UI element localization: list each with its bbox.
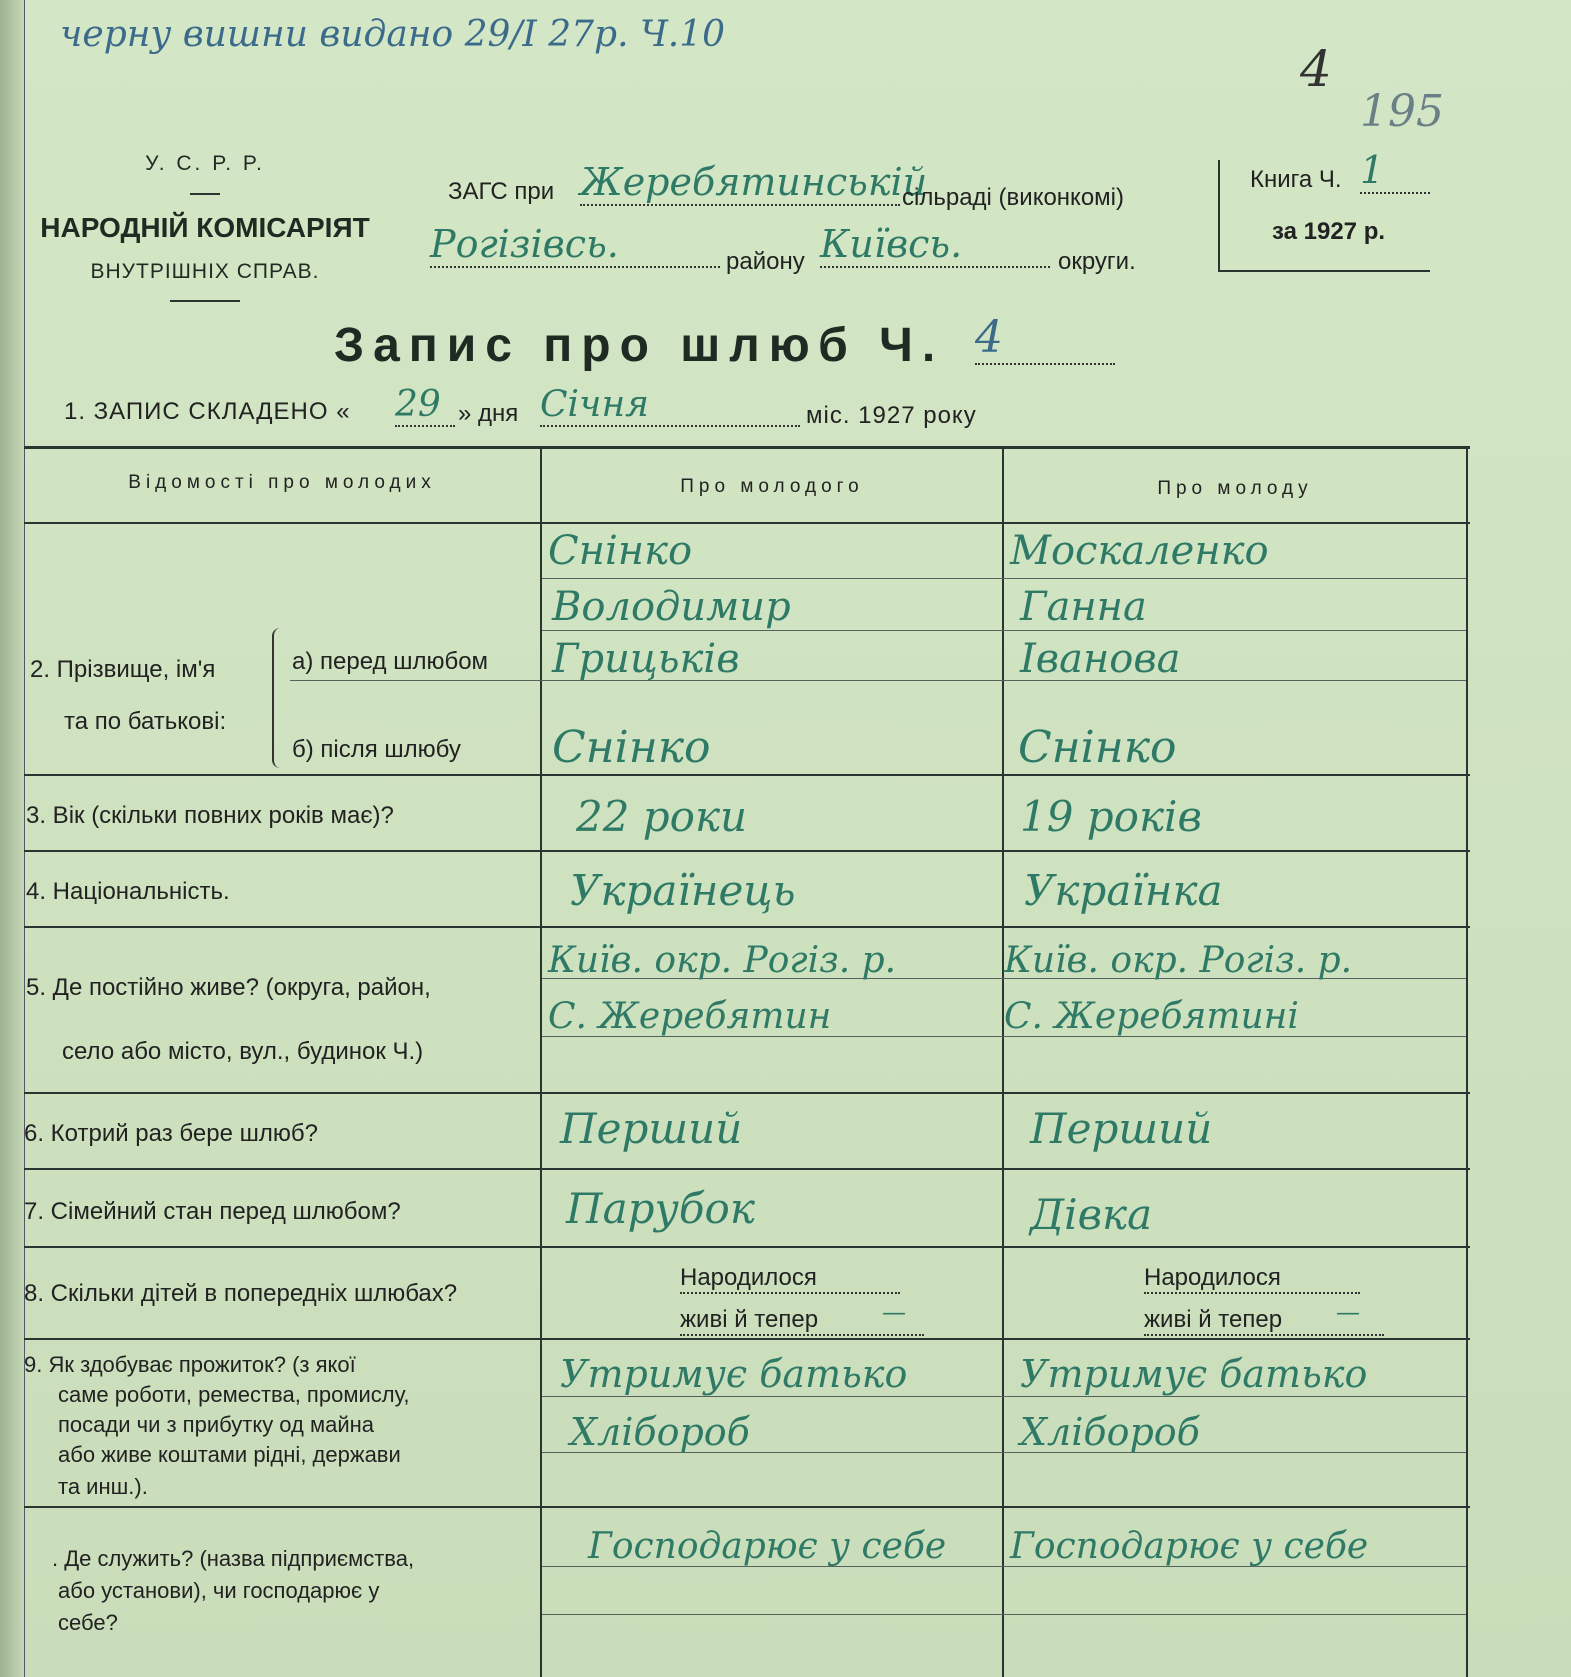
district-suffix: району bbox=[726, 248, 805, 275]
row9-label-line5: та инш.). bbox=[58, 1474, 148, 1499]
column-header-info: Відомості про молодих bbox=[128, 472, 436, 493]
bride-alive-label: живі й тепер bbox=[1144, 1306, 1384, 1336]
row-border bbox=[24, 1506, 1470, 1508]
bride-address-line2: С. Жеребятині bbox=[1004, 996, 1299, 1037]
row2-label-b: та по батькові: bbox=[64, 708, 227, 735]
book-label: Книга Ч. bbox=[1250, 166, 1342, 193]
bride-name: Ганна bbox=[1020, 584, 1147, 630]
bride-patronymic: Іванова bbox=[1020, 636, 1181, 682]
row2-brace bbox=[272, 628, 280, 768]
bride-address-line1: Київ. окр. Рогіз. р. bbox=[1004, 940, 1353, 981]
column-header-groom: Про молодого bbox=[680, 476, 864, 497]
corner-number: 195 bbox=[1360, 86, 1444, 137]
book-box-border bbox=[1218, 270, 1430, 272]
bride-surname: Москаленко bbox=[1010, 528, 1269, 574]
record-number: 4 bbox=[975, 312, 1115, 365]
row10-label-line3: себе? bbox=[58, 1610, 118, 1635]
row-line bbox=[290, 680, 1466, 681]
divider bbox=[190, 193, 220, 195]
row4-label: 4. Національність. bbox=[26, 878, 230, 905]
zags-prefix: ЗАГС при bbox=[448, 178, 555, 205]
bride-living-line2: Хлібороб bbox=[1020, 1410, 1200, 1454]
row9-label-line2: саме роботи, ремества, промислу, bbox=[58, 1382, 410, 1407]
row-line bbox=[542, 578, 1466, 579]
bride-marriage-count: Перший bbox=[1030, 1104, 1213, 1153]
divider bbox=[170, 300, 240, 302]
row9-label-line1: 9. Як здобуває прожиток? (з якої bbox=[24, 1352, 356, 1377]
bride-surname-after: Снінко bbox=[1018, 722, 1177, 773]
record-title: Запис про шлюб Ч. bbox=[334, 319, 945, 372]
commissariat-label: НАРОДНІЙ КОМІСАРІЯТ bbox=[40, 212, 370, 243]
bride-living-line1: Утримує батько bbox=[1020, 1352, 1368, 1396]
row8-label: 8. Скільки дітей в попередніх шлюбах? bbox=[24, 1280, 458, 1307]
corner-mark: 4 bbox=[1300, 40, 1332, 98]
row2-before-label: а) перед шлюбом bbox=[292, 648, 489, 675]
row-border bbox=[24, 850, 1470, 852]
country-label: У. С. Р. Р. bbox=[145, 152, 265, 175]
groom-workplace: Господарює у себе bbox=[588, 1526, 947, 1567]
row3-label: 3. Вік (скільки повних років має)? bbox=[26, 802, 394, 829]
row5-label-b: село або місто, вул., будинок Ч.) bbox=[62, 1038, 424, 1065]
row5-label-a: 5. Де постійно живе? (округа, район, bbox=[26, 974, 431, 1001]
groom-marriage-count: Перший bbox=[560, 1104, 743, 1153]
region-suffix: округи. bbox=[1058, 248, 1136, 275]
bride-workplace: Господарює у себе bbox=[1010, 1526, 1369, 1567]
council-suffix: сільраді (виконкомі) bbox=[902, 184, 1124, 211]
bride-status: Дівка bbox=[1030, 1190, 1153, 1239]
region-value: Київсь. bbox=[820, 222, 1050, 268]
table-border bbox=[1466, 446, 1468, 1677]
groom-address-line2: С. Жеребятин bbox=[548, 996, 832, 1037]
record-date-prefix: 1. ЗАПИС СКЛАДЕНО « bbox=[64, 398, 351, 425]
column-header-bride: Про молоду bbox=[1157, 478, 1313, 499]
row6-label: 6. Котрий раз бере шлюб? bbox=[24, 1120, 318, 1147]
groom-living-line2: Хлібороб bbox=[570, 1410, 750, 1454]
groom-living-line1: Утримує батько bbox=[560, 1352, 908, 1396]
binding-edge bbox=[0, 0, 25, 1677]
groom-patronymic: Грицьків bbox=[552, 636, 740, 682]
groom-address-line1: Київ. окр. Рогіз. р. bbox=[548, 940, 897, 981]
row-line bbox=[542, 1614, 1466, 1615]
groom-born-label: Народилося bbox=[680, 1264, 900, 1294]
bride-born-label: Народилося bbox=[1144, 1264, 1360, 1294]
row9-label-line3: посади чи з прибутку од майна bbox=[58, 1412, 375, 1437]
bride-age: 19 років bbox=[1020, 792, 1202, 841]
groom-age: 22 роки bbox=[576, 792, 748, 841]
row2-label-a: 2. Прізвище, ім'я bbox=[30, 656, 216, 683]
row-border bbox=[24, 1338, 1470, 1340]
district-value: Рогізівсь. bbox=[430, 222, 720, 268]
row7-label: 7. Сімейний стан перед шлюбом? bbox=[24, 1198, 401, 1225]
year-label: за 1927 р. bbox=[1272, 218, 1386, 245]
groom-alive-dash: — bbox=[882, 1298, 906, 1326]
village-council-value: Жеребятинській bbox=[580, 160, 928, 204]
row-border bbox=[24, 1246, 1470, 1248]
groom-surname-after: Снінко bbox=[552, 722, 711, 773]
table-border bbox=[24, 446, 1470, 449]
bride-nationality: Українка bbox=[1024, 866, 1223, 915]
row-line bbox=[542, 1396, 1466, 1397]
groom-alive-label: живі й тепер bbox=[680, 1306, 924, 1336]
groom-nationality: Українець bbox=[570, 866, 796, 915]
bride-alive-dash: — bbox=[1336, 1298, 1360, 1326]
record-day: 29 bbox=[395, 384, 455, 427]
row-border bbox=[24, 1092, 1470, 1094]
row10-label-line1: . Де служить? (назва підприємства, bbox=[52, 1546, 415, 1571]
groom-surname: Снінко bbox=[548, 528, 693, 574]
row9-label-line4: або живе коштами рідні, держави bbox=[58, 1442, 401, 1467]
row-line bbox=[542, 630, 1466, 631]
book-box-border bbox=[1218, 160, 1220, 272]
groom-status: Парубок bbox=[566, 1184, 755, 1233]
book-number: 1 bbox=[1360, 148, 1430, 194]
row10-label-line2: або установи), чи господарює у bbox=[58, 1578, 380, 1603]
row-border bbox=[24, 926, 1470, 928]
row-border bbox=[24, 774, 1470, 776]
groom-name: Володимир bbox=[552, 584, 791, 630]
record-month: Січня bbox=[540, 384, 800, 427]
row-border bbox=[24, 1168, 1470, 1170]
record-date-mid: » дня bbox=[458, 400, 519, 427]
department-label: ВНУТРІШНІХ СПРАВ. bbox=[90, 260, 320, 283]
row2-after-label: б) після шлюбу bbox=[292, 736, 461, 763]
top-note: черну вишни видано 29/І 27р. Ч.10 bbox=[60, 14, 726, 55]
table-border bbox=[24, 522, 1470, 524]
record-date-suffix: міс. 1927 року bbox=[806, 402, 977, 429]
